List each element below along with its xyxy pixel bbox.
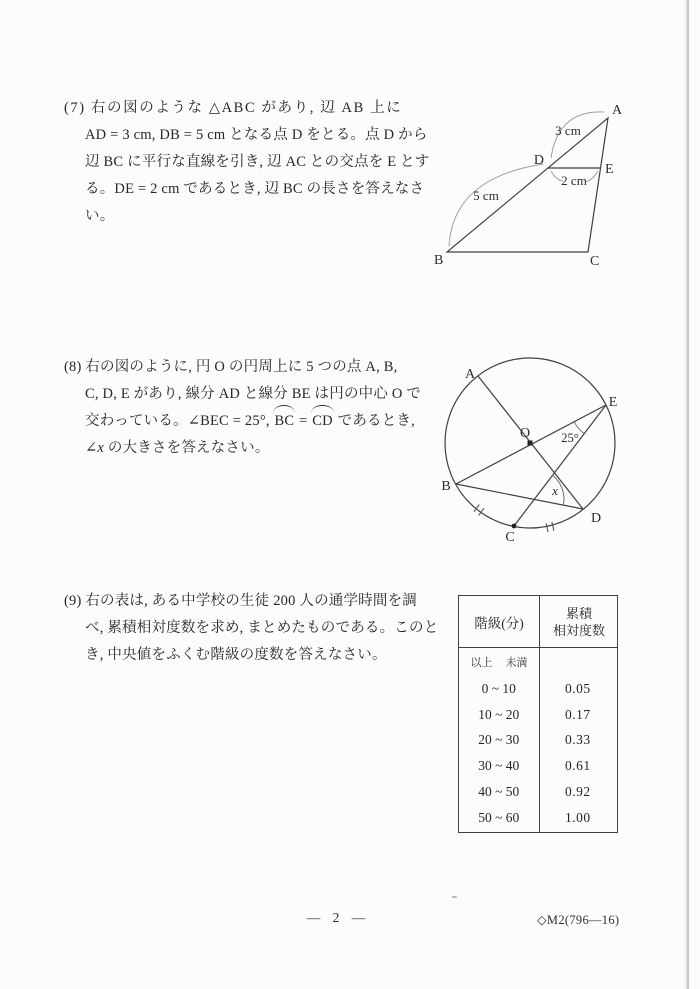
problem-9-line: べ, 累積相対度数を求め, まとめたものである。このと (85, 620, 439, 636)
class-range: 20 ~ 30 (478, 732, 520, 748)
center-label-o: O (519, 426, 531, 441)
vertex-label-a: A (612, 103, 623, 118)
vertex-label-d: D (533, 153, 544, 168)
table-row (459, 728, 617, 754)
table-row (459, 676, 617, 702)
problem-7 (64, 95, 432, 230)
class-range: 30 ~ 40 (478, 758, 520, 774)
problem-9-line: (9) 右の表は, ある中学校の生徒 200 人の通学時間を調 (64, 593, 417, 609)
table-row (459, 753, 617, 779)
problem-8-line (64, 435, 432, 462)
length-db: 5 cm (473, 188, 499, 203)
table-header-row (459, 596, 617, 648)
table-row (459, 702, 617, 728)
point-label-c: C (505, 530, 515, 545)
tick-arc-cd (552, 522, 554, 531)
angle-x-label: x (552, 483, 558, 498)
table-subheader (459, 650, 539, 674)
class-range: 40 ~ 50 (478, 784, 520, 800)
page-number: — 2 — (306, 910, 366, 925)
cum-rel-freq-value: 1.00 (564, 809, 591, 825)
length-ad: 3 cm (555, 123, 581, 138)
header-cumulative-rel-freq (540, 596, 618, 648)
arc-bc-notation: BC (273, 408, 295, 435)
cum-rel-freq-value: 0.33 (564, 732, 591, 748)
cum-rel-freq-value: 0.17 (564, 706, 591, 722)
problem-8-line: (8) 右の図のように, 円 O の円周上に 5 つの点 A, B, (64, 359, 398, 375)
vertex-label-b: B (434, 253, 444, 268)
class-range: 0 ~ 10 (481, 680, 516, 696)
problem-7-line: AD = 3 cm, DB = 5 cm となる点 D をとる。点 D から (85, 127, 428, 143)
vertex-label-e: E (605, 162, 614, 177)
subheader-ijou: 以上 (470, 657, 493, 669)
class-range: 50 ~ 60 (478, 809, 520, 825)
class-range: 10 ~ 20 (478, 706, 520, 722)
cum-rel-freq-value: 0.92 (564, 784, 591, 800)
document-code: ◇M2(796—16) (537, 913, 620, 927)
problem-8-line3-pre: 交わっている。∠BEC = 25°, (85, 413, 274, 429)
problem-7-line: (7) 右の図のような △ABC があり, 辺 AB 上に (64, 100, 403, 116)
point-label-d: D (590, 511, 602, 526)
problem-7-line: る。DE = 2 cm であるとき, 辺 BC の長さを答えなさ (85, 181, 425, 197)
table-row (459, 805, 617, 831)
problem-8-line3-eq: = (295, 413, 312, 429)
angle-symbol: ∠ (85, 440, 98, 456)
header-cum-line1: 累積 (565, 606, 592, 621)
header-cum-line2: 相対度数 (552, 623, 605, 638)
cum-rel-freq-value: 0.05 (564, 680, 591, 696)
cumulative-frequency-table (458, 595, 618, 833)
table-row (459, 779, 617, 805)
leader-2cm-right (585, 171, 598, 182)
vertex-label-c: C (590, 254, 600, 269)
problem-8-line: C, D, E があり, 線分 AD と線分 BE は円の中心 O で (85, 386, 422, 402)
chord-ec (514, 405, 606, 526)
scan-speck (452, 896, 457, 898)
circle-figure (420, 350, 650, 560)
problem-8-line (64, 408, 432, 435)
problem-8-line4-post: の大きさを答えなさい。 (104, 440, 270, 456)
point-label-e: E (608, 395, 618, 410)
brace-bd (449, 164, 543, 246)
point-label-b: B (441, 479, 451, 494)
cum-rel-freq-value: 0.61 (564, 758, 591, 774)
problem-9-line: き, 中央値をふくむ階級の度数を答えなさい。 (85, 647, 387, 663)
point-c-dot (512, 524, 517, 529)
problem-8 (64, 354, 432, 462)
problem-8-line3-post: であるとき, (333, 413, 415, 429)
variable-x: x (97, 440, 104, 456)
subheader-miman: 未満 (505, 657, 528, 669)
table-body (459, 676, 617, 831)
length-de: 2 cm (561, 173, 587, 188)
angle-25-label: 25° (561, 431, 579, 445)
triangle-figure (420, 90, 680, 280)
problem-7-line: い。 (85, 208, 115, 224)
problem-7-line: 辺 BC に平行な直線を引き, 辺 AC との交点を E とす (85, 154, 430, 170)
tick-arc-cd (546, 523, 548, 532)
page-edge-line (687, 0, 689, 989)
point-label-a: A (464, 367, 476, 382)
header-class-minutes: 階級(分) (474, 616, 524, 631)
center-point-o (528, 441, 533, 446)
problem-9 (64, 588, 439, 669)
arc-cd-notation: CD (311, 408, 334, 435)
